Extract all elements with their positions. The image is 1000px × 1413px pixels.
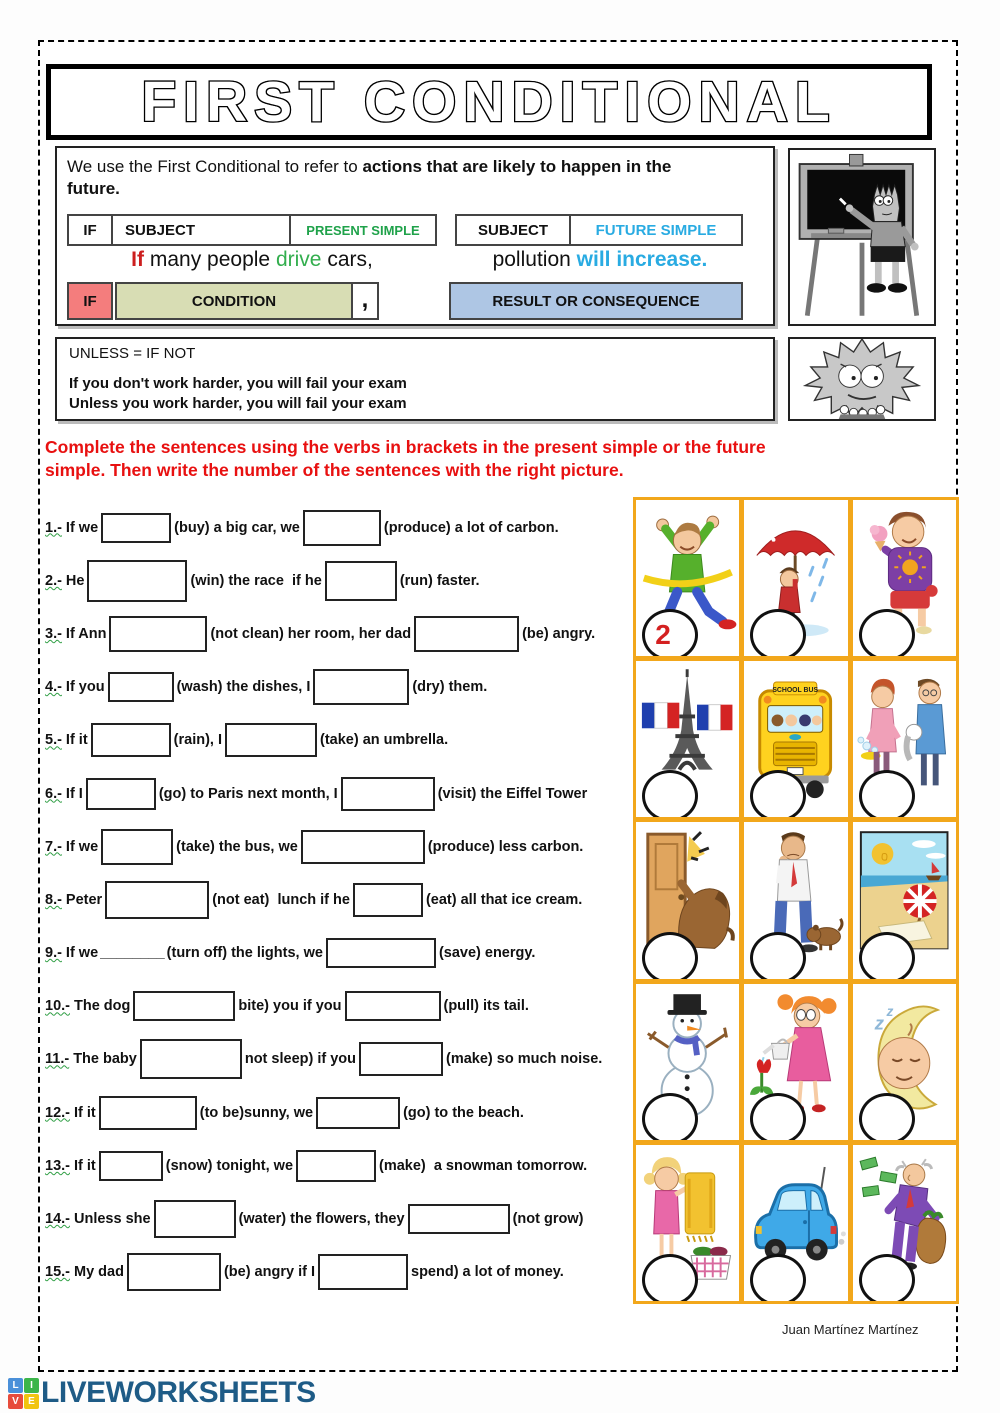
sentence-text: (water) the flowers, they [238,1211,405,1228]
answer-box[interactable] [101,513,171,543]
example-result-clause [447,248,753,272]
answer-circle[interactable] [859,770,915,817]
grammar-cell-future-simple: FUTURE SIMPLE [569,214,743,246]
sentence-number: 13.- [45,1157,70,1174]
sentence-text: (buy) a big car, we [174,519,300,536]
picture-cell [853,661,956,817]
sentence-text: spend) a lot of money. [411,1264,564,1281]
task-instructions [45,436,935,482]
sentence-row [45,1033,635,1086]
author-credit: Juan Martínez Martínez [782,1322,919,1337]
sentence-row [45,1139,635,1192]
example-verb: drive [275,248,322,271]
sentence-row [45,1246,635,1299]
task-instructions-line1: Complete the sentences using the verbs in brackets in the present simple or the future [45,437,766,457]
picture-cell [853,500,956,656]
lisa-image [788,337,936,421]
answer-box[interactable] [414,616,519,652]
sentence-text: (rain), I [173,732,223,749]
sentence-number: 2.- [45,572,62,589]
sentence-number: 14.- [45,1211,70,1228]
answer-box[interactable] [318,1254,408,1290]
unless-example-2: Unless you work harder, you will fail your exam [69,395,407,412]
task-instructions-line2: simple. Then write the number of the sentences with the right picture. [45,460,624,480]
sentence-text: (visit) the Eiffel Tower [437,785,588,802]
grammar-cell-present-simple: PRESENT SIMPLE [289,214,437,246]
sentence-number: 11.- [45,1051,70,1068]
picture-cell [744,500,847,656]
unless-box [55,337,775,421]
sentence-text: If we [65,838,99,855]
sentence-number: 4.- [45,679,62,696]
sentence-text: If I [65,785,83,802]
logo-square-i: I [24,1378,39,1393]
sentence-text: bite) you if you [238,998,342,1015]
sentence-row [45,980,635,1033]
answer-circle[interactable] [859,932,915,979]
title-box [46,64,932,140]
sentence-number: 8.- [45,891,62,908]
sentence-text: (save) energy. [438,945,536,962]
intro-box [55,146,775,326]
unless-example-1: If you don't work harder, you will fail your exam [69,375,407,392]
sentence-text: If Ann [65,625,107,642]
logo-square-l: L [8,1378,23,1393]
sentence-number: 15.- [45,1264,70,1281]
example-if: If [131,248,144,271]
answer-circle[interactable] [750,609,806,656]
svg-text:z: z [886,1003,894,1019]
picture-cell [636,984,739,1140]
sentence-text: (turn off) the lights, we [166,945,323,962]
sentence-text: Peter [65,891,103,908]
answer-box[interactable] [408,1204,510,1234]
sentence-number: 12.- [45,1104,70,1121]
sentence-text: (make) so much noise. [446,1051,603,1068]
answer-box[interactable] [87,560,187,602]
answer-circle[interactable] [750,1254,806,1301]
svg-text:z: z [874,1012,884,1034]
grammar-cell-if: IF [67,214,113,246]
sentence-text: Unless she [74,1211,151,1228]
answer-box[interactable] [86,778,156,810]
picture-cell [636,500,739,656]
grammar-cell-subject1: SUBJECT [111,214,291,246]
sentence-number: 6.- [45,785,62,802]
answer-box[interactable] [353,883,423,917]
sentence-text: (snow) tonight, we [165,1157,294,1174]
intro-text-normal: We use the First Conditional to refer to [67,157,363,176]
answer-box[interactable] [105,881,209,919]
blank-line: ________ [100,945,165,962]
sentence-text: (dry) them. [412,679,488,696]
answer-box[interactable] [303,510,381,546]
answer-circle[interactable] [859,1254,915,1301]
grammar-cell-condition: CONDITION [115,282,353,320]
answer-circle[interactable] [750,770,806,817]
sentence-row [45,873,635,926]
sentence-text: If we [65,945,99,962]
sentence-text: (run) faster. [399,572,480,589]
sentence-row [45,927,635,980]
answer-circle[interactable] [642,932,698,979]
answer-box[interactable] [345,991,441,1021]
answer-box[interactable] [359,1042,443,1076]
grammar-cell-result: RESULT OR CONSEQUENCE [449,282,743,320]
answer-box[interactable] [225,723,317,757]
sentence-number: 1.- [45,519,62,536]
sentence-text: (produce) less carbon. [427,838,584,855]
answer-circle[interactable] [859,1093,915,1140]
picture-cell [744,822,847,978]
answer-box[interactable] [325,561,397,601]
sentence-row [45,1086,635,1139]
example-condition-clause [63,248,441,272]
picture-cell [636,661,739,817]
answer-box[interactable] [91,723,171,757]
picture-cell [636,1145,739,1301]
grammar-cell-subject2: SUBJECT [455,214,571,246]
sentence-text: (to be)sunny, we [199,1104,314,1121]
sentence-number: 5.- [45,732,62,749]
sentence-number: 7.- [45,838,62,855]
sentence-text: (be) angry. [522,625,596,642]
picture-grid [633,497,959,1304]
answer-box[interactable] [101,829,173,865]
sentence-text: The dog [74,998,131,1015]
sentence-text: (not grow) [512,1211,584,1228]
answer-circle[interactable] [859,609,915,656]
answer-box[interactable] [127,1253,221,1291]
answer-box[interactable] [140,1039,242,1079]
svg-text:SCHOOL BUS: SCHOOL BUS [772,687,819,695]
sentence-list [45,501,635,1299]
sentence-text: not sleep) if you [244,1051,357,1068]
picture-cell [853,1145,956,1301]
sentence-row [45,661,635,714]
picture-cell [744,984,847,1140]
sentence-text: (go) to Paris next month, I [158,785,338,802]
answer-box[interactable] [99,1096,197,1130]
sentence-number: 9.- [45,945,62,962]
sentence-text: The baby [73,1051,137,1068]
page-title: FIRST CONDITIONAL [141,70,837,134]
answer-circle-value: 2 [655,619,671,651]
sentence-text: If it [74,1157,96,1174]
sentence-number: 10.- [45,998,70,1015]
picture-cell [853,822,956,978]
sentence-number: 3.- [45,625,62,642]
sentence-text: (produce) a lot of carbon. [383,519,559,536]
answer-box[interactable] [301,830,425,864]
grammar-cell-comma: , [351,282,379,320]
answer-box[interactable] [326,938,436,968]
answer-circle[interactable] [642,609,698,656]
answer-box[interactable] [313,669,409,705]
logo-square-v: V [8,1394,23,1409]
sentence-text: (be) angry if I [223,1264,315,1281]
sentence-text: If it [65,732,88,749]
answer-box[interactable] [109,616,207,652]
example-subject2: pollution [492,248,571,271]
example-object: cars, [327,248,373,271]
sentence-text: (not clean) her room, her dad [210,625,412,642]
answer-circle[interactable] [642,1093,698,1140]
lisa-illustration [790,339,934,419]
answer-box[interactable] [316,1097,400,1129]
intro-paragraph [67,156,707,200]
picture-cell [744,1145,847,1301]
logo-wordmark: LIVEWORKSHEETS [41,1376,316,1409]
answer-circle[interactable] [750,1093,806,1140]
sentence-row [45,607,635,660]
sentence-text: He [65,572,85,589]
sentence-row [45,714,635,767]
sentence-text: If we [65,519,99,536]
sentence-text: (win) the race if he [190,572,322,589]
liveworksheets-logo[interactable] [8,1376,316,1410]
picture-cell [636,822,739,978]
sentence-text: If it [74,1104,96,1121]
sentence-text: (go) to the beach. [403,1104,524,1121]
sentence-text: (pull) its tail. [443,998,529,1015]
grammar-cell-if-colored: IF [67,282,113,320]
sentence-text: (not eat) lunch if he [212,891,350,908]
sentence-text: (wash) the dishes, I [176,679,311,696]
sentence-text: (make) a snowman tomorrow. [379,1157,588,1174]
sentence-row [45,1192,635,1245]
sentence-text: (eat) all that ice cream. [425,891,583,908]
answer-circle[interactable] [642,770,698,817]
answer-circle[interactable] [642,1254,698,1301]
example-future-verb: will increase. [576,248,708,271]
sentence-row [45,820,635,873]
answer-box[interactable] [133,991,235,1021]
answer-box[interactable] [108,672,174,702]
sentence-row [45,767,635,820]
sentence-text: (take) the bus, we [176,838,298,855]
answer-box[interactable] [341,777,435,811]
example-subject1: many people [149,248,271,271]
answer-box[interactable] [99,1151,163,1181]
logo-squares-icon [8,1378,39,1409]
sentence-text: If you [65,679,105,696]
sentence-text: My dad [74,1264,124,1281]
sentence-text: (take) an umbrella. [320,732,449,749]
answer-box[interactable] [154,1200,236,1238]
unless-title: UNLESS = IF NOT [69,345,196,362]
sentence-row [45,554,635,607]
intro-text-bold: actions that are likely to happen in the future. [67,157,672,198]
bart-blackboard-image [788,148,936,326]
picture-cell [853,984,956,1140]
bart-blackboard-illustration [790,150,934,324]
picture-cell [744,661,847,817]
sentence-row [45,501,635,554]
answer-box[interactable] [296,1150,376,1182]
logo-square-e: E [24,1394,39,1409]
